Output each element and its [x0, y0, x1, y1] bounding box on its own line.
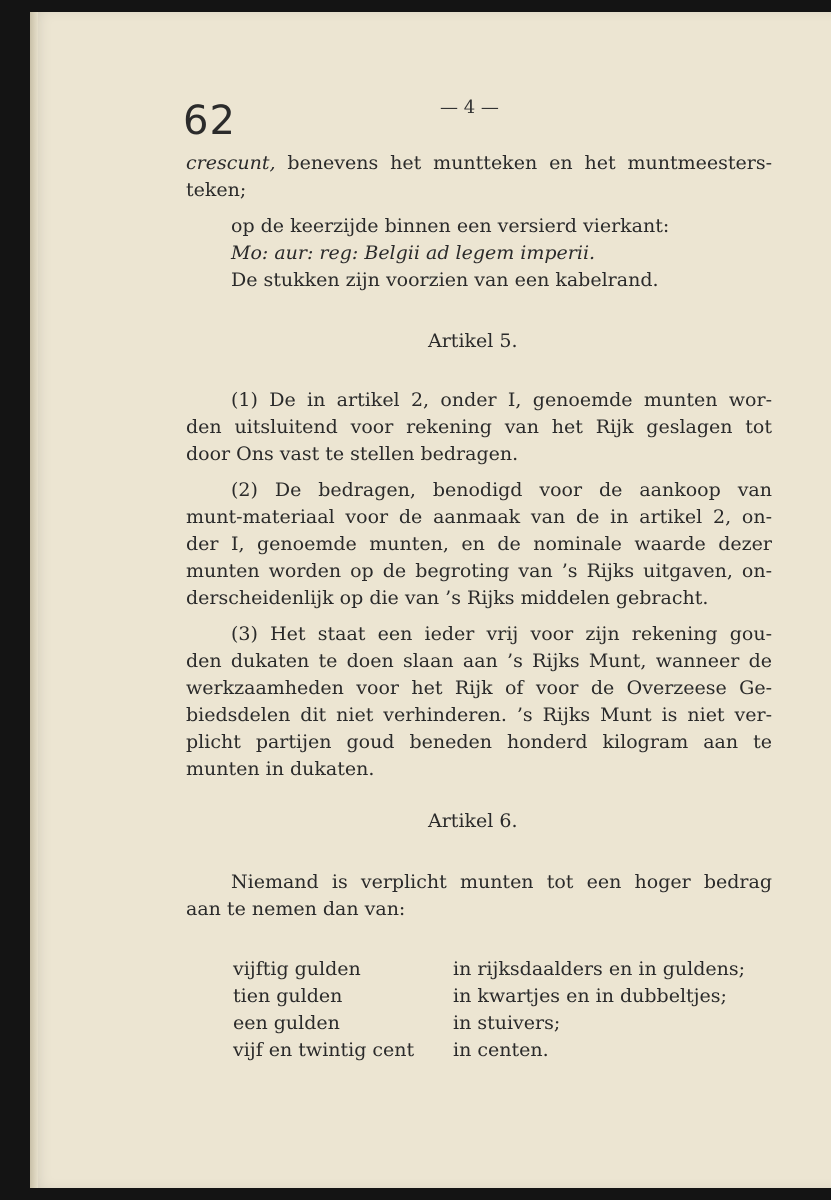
coin-inscription: Mo: aur: reg: Belgii ad legem imperii. — [231, 242, 596, 264]
paragraph-line: den uitsluitend voor rekening van het Rijk geslagen tot — [186, 416, 772, 438]
paragraph-line: munten worden op de begroting van ’s Rijks uitgaven, on- — [186, 560, 772, 582]
table-row-amount: vijftig gulden — [233, 958, 361, 980]
page-binding-edge — [30, 12, 38, 1188]
table-row-coins: in centen. — [453, 1039, 549, 1061]
body-line: De stukken zijn voorzien van een kabelrand. — [231, 269, 659, 291]
article-6-heading: Artikel 6. — [428, 810, 518, 832]
paragraph-line: munt-materiaal voor de aanmaak van de in artikel 2, on- — [186, 506, 772, 528]
body-line: op de keerzijde binnen een versierd vierkant: — [231, 215, 670, 237]
table-row-coins: in stuivers; — [453, 1012, 561, 1034]
paragraph-line: biedsdelen dit niet verhinderen. ’s Rijks Munt is niet ver- — [186, 704, 772, 726]
paragraph-line: aan te nemen dan van: — [186, 898, 406, 920]
folio-number: — 4 — — [440, 97, 499, 118]
table-row-amount: een gulden — [233, 1012, 340, 1034]
paragraph-line: door Ons vast te stellen bedragen. — [186, 443, 519, 465]
article-5-heading: Artikel 5. — [428, 330, 518, 352]
paragraph-line: werkzaamheden voor het Rijk of voor de Overzeese Ge- — [186, 677, 772, 699]
paragraph-line: Niemand is verplicht munten tot een hoger bedrag — [231, 871, 772, 893]
page-number: 62 — [183, 98, 236, 144]
paragraph-line: plicht partijen goud beneden honderd kilogram aan te — [186, 731, 772, 753]
paragraph-line: (1) De in artikel 2, onder I, genoemde munten wor- — [231, 389, 772, 411]
paragraph-line: munten in dukaten. — [186, 758, 375, 780]
paragraph-line: den dukaten te doen slaan aan ’s Rijks Munt, wanneer de — [186, 650, 772, 672]
body-line: crescunt, benevens het muntteken en het muntmeesters- — [186, 152, 772, 174]
paragraph-line: der I, genoemde munten, en de nominale waarde dezer — [186, 533, 772, 555]
paragraph-line: derscheidenlijk op die van ’s Rijks middelen gebracht. — [186, 587, 709, 609]
body-line: teken; — [186, 179, 247, 201]
table-row-amount: vijf en twintig cent — [233, 1039, 415, 1061]
latin-word: crescunt, — [186, 152, 276, 174]
table-row-coins: in rijksdaalders en in guldens; — [453, 958, 745, 980]
paragraph-line: (2) De bedragen, benodigd voor de aankoop van — [231, 479, 772, 501]
table-row-amount: tien gulden — [233, 985, 343, 1007]
paragraph-line: (3) Het staat een ieder vrij voor zijn rekening gou- — [231, 623, 772, 645]
table-row-coins: in kwartjes en in dubbeltjes; — [453, 985, 727, 1007]
